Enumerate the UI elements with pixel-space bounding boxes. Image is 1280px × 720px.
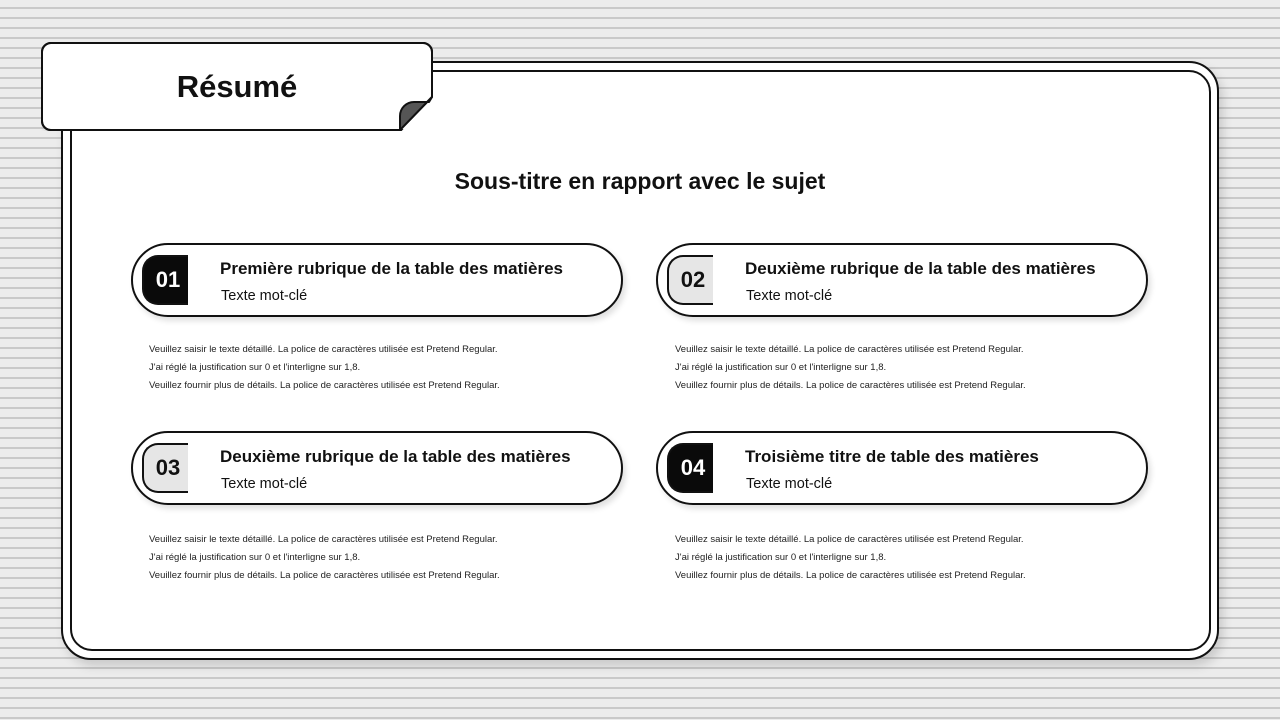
section-number-badge: 02 — [667, 255, 713, 305]
description-line: J'ai réglé la justification sur 0 et l'interligne sur 1,8. — [149, 552, 361, 563]
page-title: Résumé — [176, 68, 298, 104]
section-number-badge: 03 — [142, 443, 188, 493]
page-fold-icon — [399, 96, 433, 131]
section-description — [149, 341, 500, 395]
subtitle: Sous-titre en rapport avec le sujet — [454, 168, 826, 194]
section-header-pill — [656, 243, 1148, 317]
section-title: Troisième titre de table des matières — [745, 447, 1039, 466]
description-line: J'ai réglé la justification sur 0 et l'interligne sur 1,8. — [149, 362, 361, 373]
description-line: J'ai réglé la justification sur 0 et l'interligne sur 1,8. — [675, 362, 887, 373]
description-line: Veuillez fournir plus de détails. La police de caractères utilisée est Pretend Regular. — [149, 570, 500, 581]
section-keyword: Texte mot-clé — [221, 288, 308, 304]
description-line: Veuillez fournir plus de détails. La police de caractères utilisée est Pretend Regular. — [675, 570, 1026, 581]
section-header-pill — [131, 431, 623, 505]
section-keyword: Texte mot-clé — [746, 476, 833, 492]
section-description — [675, 531, 1026, 585]
description-line: Veuillez fournir plus de détails. La police de caractères utilisée est Pretend Regular. — [149, 380, 500, 391]
description-line: Veuillez fournir plus de détails. La police de caractères utilisée est Pretend Regular. — [675, 380, 1026, 391]
section-header-pill — [656, 431, 1148, 505]
section-keyword: Texte mot-clé — [746, 288, 833, 304]
section-keyword: Texte mot-clé — [221, 476, 308, 492]
description-line: Veuillez saisir le texte détaillé. La police de caractères utilisée est Pretend Regular. — [675, 534, 1024, 545]
description-line: Veuillez saisir le texte détaillé. La police de caractères utilisée est Pretend Regular. — [675, 344, 1024, 355]
section-header-pill — [131, 243, 623, 317]
description-line: Veuillez saisir le texte détaillé. La police de caractères utilisée est Pretend Regular. — [149, 344, 498, 355]
section-title: Première rubrique de la table des matières — [220, 259, 563, 278]
section-title: Deuxième rubrique de la table des matières — [220, 447, 571, 466]
section-description — [675, 341, 1026, 395]
section-description — [149, 531, 500, 585]
section-number-badge: 01 — [142, 255, 188, 305]
section-number-badge: 04 — [667, 443, 713, 493]
section-title: Deuxième rubrique de la table des matières — [745, 259, 1096, 278]
description-line: Veuillez saisir le texte détaillé. La police de caractères utilisée est Pretend Regular. — [149, 534, 498, 545]
description-line: J'ai réglé la justification sur 0 et l'interligne sur 1,8. — [675, 552, 887, 563]
